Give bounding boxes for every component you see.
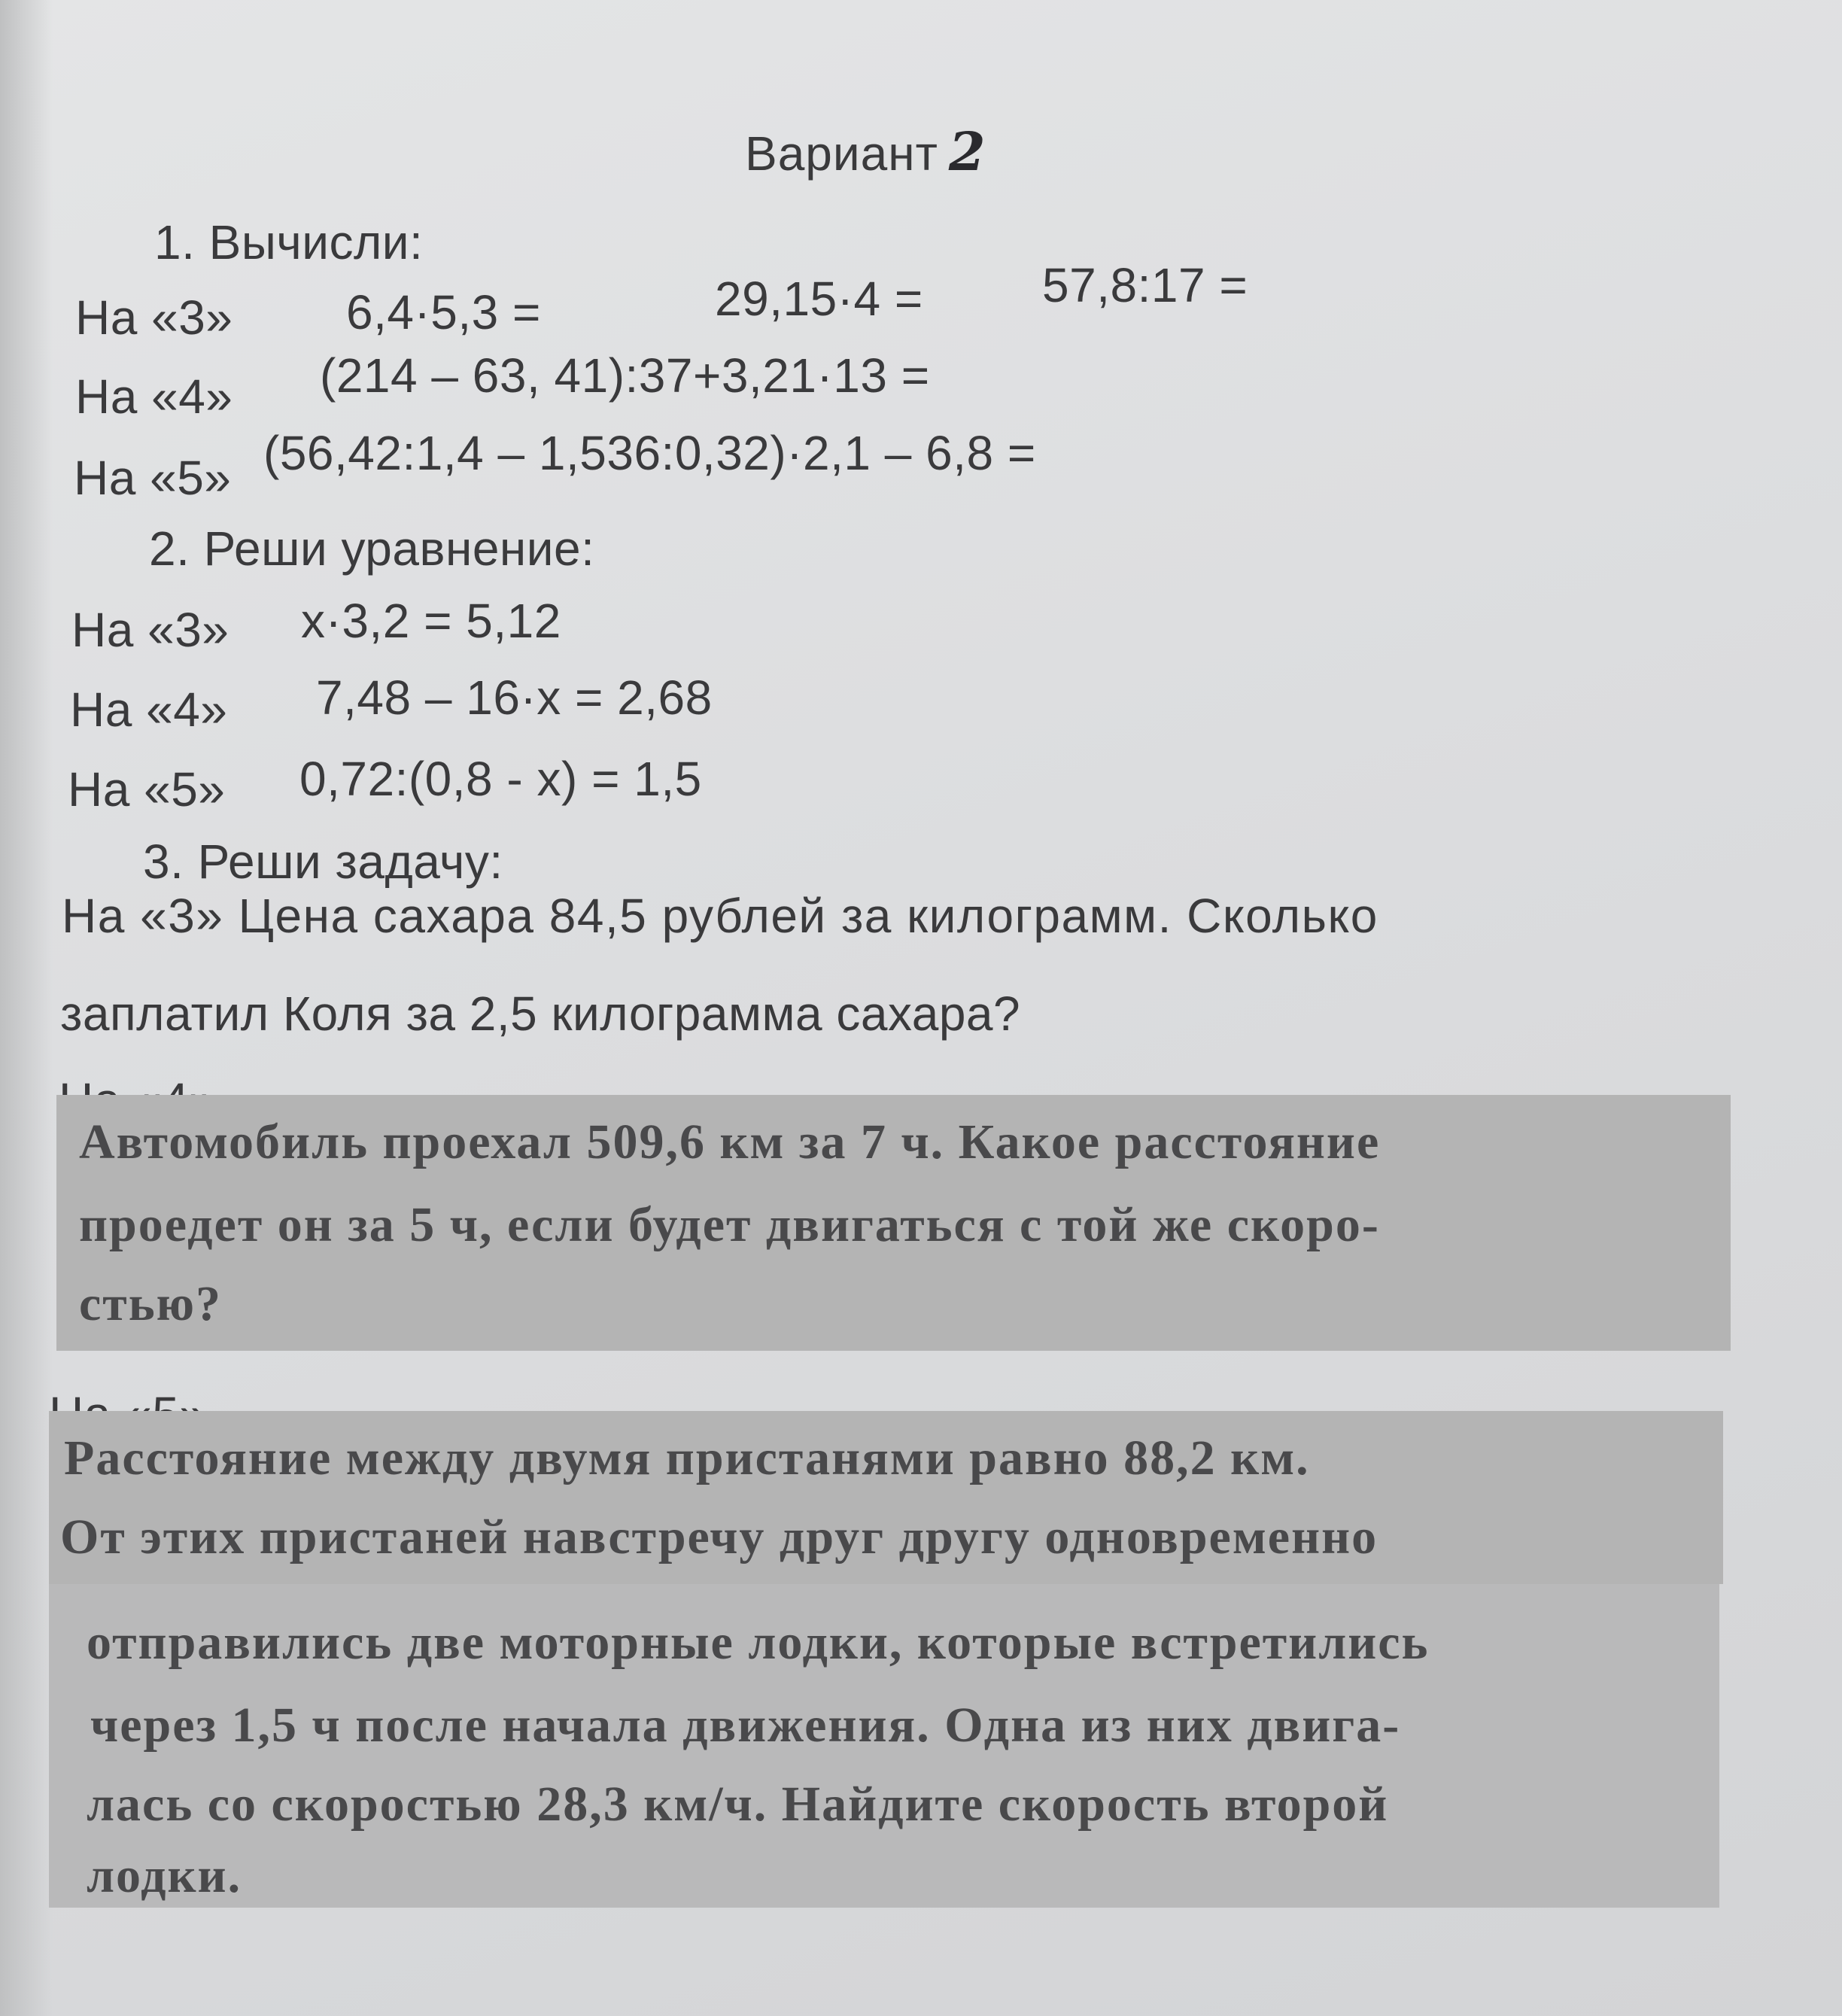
s3-row5-text-line2: От этих пристаней навстречу друг другу одновременно — [60, 1510, 1378, 1564]
s3-row4-text-line2: проедет он за 5 ч, если будет двигаться с той же скоро- — [79, 1197, 1380, 1252]
s1-row3-grade: На «3» — [75, 290, 233, 345]
s2-row3-grade: На «3» — [71, 603, 229, 657]
s2-row3-eq: х·3,2 = 5,12 — [301, 594, 561, 648]
s3-row5-printed-excerpt-bottom — [49, 1584, 1719, 1908]
s1-row4-grade: На «4» — [75, 369, 233, 424]
s2-row4-grade: На «4» — [70, 683, 228, 737]
s3-row5-text-line6: лодки. — [87, 1848, 242, 1903]
s1-row5-grade: На «5» — [74, 451, 232, 505]
s3-row3-line2: заплатил Коля за 2,5 килограмма сахара? — [60, 987, 1021, 1041]
section2-heading: 2. Реши уравнение: — [149, 521, 595, 576]
section1-heading: 1. Вычисли: — [154, 215, 424, 269]
s3-row3-line1: На «3» Цена сахара 84,5 рублей за килограмм. Сколько — [62, 889, 1378, 943]
s3-row5-text-line3: отправились две моторные лодки, которые встретились — [87, 1615, 1430, 1670]
page-shadow — [0, 0, 53, 2016]
s1-row3-expr-c: 57,8:17 = — [1042, 258, 1248, 312]
s1-row4-expr: (214 – 63, 41):37+3,21·13 = — [320, 348, 930, 403]
s2-row5-grade: На «5» — [68, 762, 226, 816]
s3-row5-text-line1: Расстояние между двумя пристанями равно 88,2 км. — [64, 1431, 1310, 1485]
s3-row4-text-line3: стью? — [79, 1276, 223, 1331]
s2-row5-eq: 0,72:(0,8 - х) = 1,5 — [299, 752, 702, 806]
s3-row5-text-line5: лась со скоростью 28,3 км/ч. Найдите скорость второй — [87, 1777, 1389, 1832]
s1-row5-expr: (56,42:1,4 – 1,536:0,32)·2,1 – 6,8 = — [263, 426, 1036, 480]
s1-row3-expr-a: 6,4·5,3 = — [346, 285, 541, 339]
page-title — [745, 120, 986, 183]
title-label: Вариант — [745, 126, 938, 181]
s3-row4-text-line1: Автомобиль проехал 509,6 км за 7 ч. Какое расстояние — [79, 1114, 1381, 1169]
s2-row4-eq: 7,48 – 16·х = 2,68 — [316, 670, 713, 725]
title-number: 2 — [948, 120, 986, 183]
s3-row5-printed-excerpt-top — [49, 1411, 1723, 1584]
s1-row3-expr-b: 29,15·4 = — [715, 272, 923, 326]
s3-row5-text-line4: через 1,5 ч после начала движения. Одна из них двига- — [90, 1698, 1401, 1753]
s3-row4-printed-excerpt — [56, 1095, 1731, 1351]
section3-heading: 3. Реши задачу: — [143, 835, 503, 889]
